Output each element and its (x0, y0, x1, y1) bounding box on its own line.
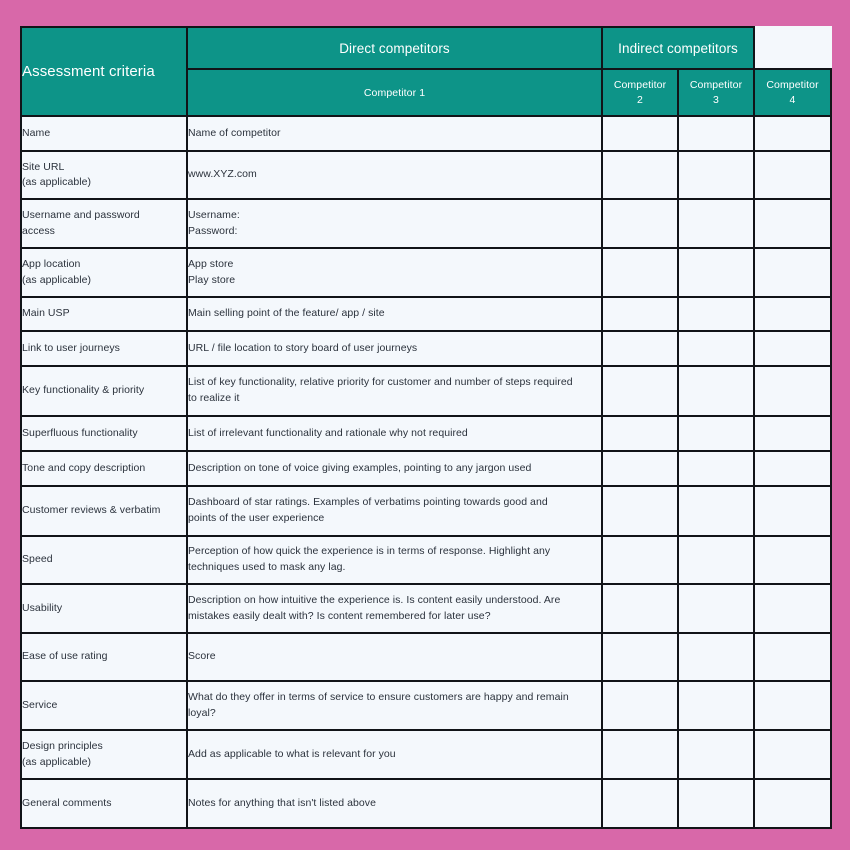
criteria-cell-line1: Key functionality & priority (22, 384, 145, 397)
competitor-1-cell-line1: Notes for anything that isn't listed above (188, 796, 376, 809)
criteria-cell-line2: (as applicable) (22, 176, 92, 188)
criteria-cell-line1: Ease of use rating (22, 650, 108, 663)
table-row (21, 779, 831, 828)
competitor-1-cell[interactable] (187, 584, 602, 633)
criteria-cell (21, 633, 187, 681)
criteria-cell-line2: access (22, 224, 55, 237)
header-group-indirect-competitors: Indirect competitors (602, 27, 754, 69)
competitor-1-cell-line1: Dashboard of star ratings. Examples of verbatims pointing towards good and (188, 496, 548, 509)
competitor-3-cell[interactable] (678, 366, 754, 416)
criteria-cell-line1: Link to user journeys (22, 341, 120, 354)
table-row (21, 116, 831, 151)
table-row (21, 486, 831, 536)
competitor-2-cell[interactable] (602, 779, 678, 828)
criteria-cell-line1: Site URL (22, 160, 65, 173)
competitor-3-cell[interactable] (678, 451, 754, 486)
competitor-2-cell[interactable] (602, 681, 678, 730)
competitor-4-cell[interactable] (754, 584, 831, 633)
criteria-cell-line1: Service (22, 698, 58, 711)
header-column-competitor-3 (678, 69, 754, 116)
competitor-2-cell[interactable] (602, 151, 678, 199)
competitor-2-cell[interactable] (602, 584, 678, 633)
competitor-2-cell[interactable] (602, 199, 678, 248)
header-column-competitor-3-line2: 3 (713, 93, 719, 106)
competitor-3-cell[interactable] (678, 536, 754, 584)
header-column-competitor-1: Competitor 1 (187, 69, 602, 116)
table-header (21, 27, 831, 116)
competitor-4-cell[interactable] (754, 151, 831, 199)
criteria-cell-line1: Name (22, 126, 51, 139)
competitor-3-cell[interactable] (678, 199, 754, 248)
competitor-3-cell[interactable] (678, 151, 754, 199)
criteria-cell-line1: Design principles (22, 740, 103, 753)
header-assessment-criteria: Assessment criteria (21, 27, 187, 116)
competitor-2-cell[interactable] (602, 451, 678, 486)
criteria-cell-line1: Usability (22, 601, 63, 614)
competitor-2-cell[interactable] (602, 536, 678, 584)
competitor-4-cell[interactable] (754, 681, 831, 730)
table-row (21, 248, 831, 297)
criteria-cell-line1: Main USP (22, 307, 70, 320)
competitor-3-cell[interactable] (678, 584, 754, 633)
criteria-cell-line2: (as applicable) (22, 755, 92, 768)
competitor-1-cell-line2: points of the user experience (188, 512, 325, 524)
competitor-1-cell[interactable] (187, 779, 602, 828)
table-row (21, 331, 831, 366)
competitor-3-cell[interactable] (678, 779, 754, 828)
competitor-2-cell[interactable] (602, 331, 678, 366)
competitor-1-cell-line1: Description on tone of voice giving examples, pointing to any jargon used (188, 461, 532, 474)
competitor-1-cell[interactable] (187, 730, 602, 779)
criteria-cell (21, 151, 187, 199)
competitor-1-cell[interactable] (187, 297, 602, 331)
competitor-1-cell[interactable] (187, 331, 602, 366)
competitor-1-cell[interactable] (187, 248, 602, 297)
criteria-cell (21, 536, 187, 584)
criteria-cell (21, 248, 187, 297)
competitor-1-cell[interactable] (187, 151, 602, 199)
competitor-2-cell[interactable] (602, 116, 678, 151)
criteria-cell-line1: Customer reviews & verbatim (22, 504, 161, 517)
competitor-1-cell-line2: loyal? (188, 706, 216, 719)
competitor-assessment-table (20, 26, 832, 829)
competitor-1-cell-line1: Score (188, 650, 216, 663)
competitor-1-cell-line1: List of irrelevant functionality and rationale why not required (188, 426, 468, 439)
competitor-2-cell[interactable] (602, 633, 678, 681)
competitor-1-cell[interactable] (187, 199, 602, 248)
criteria-cell (21, 779, 187, 828)
table-row (21, 730, 831, 779)
table-row (21, 451, 831, 486)
table-row (21, 297, 831, 331)
competitor-1-cell[interactable] (187, 681, 602, 730)
competitor-1-cell-line1: Username: (188, 208, 240, 221)
competitor-1-cell-line1: What do they offer in terms of service to ensure customers are happy and remain (188, 690, 569, 703)
competitor-3-cell[interactable] (678, 681, 754, 730)
header-column-competitor-3-line1: Competitor (689, 79, 743, 92)
criteria-cell (21, 297, 187, 331)
competitor-4-cell[interactable] (754, 633, 831, 681)
criteria-cell (21, 681, 187, 730)
competitor-1-cell-line2: mistakes easily dealt with? Is content remembered for later use? (188, 609, 491, 622)
header-group-direct-competitors: Direct competitors (187, 27, 602, 69)
header-group-row (21, 27, 831, 69)
competitor-4-cell[interactable] (754, 486, 831, 536)
header-column-competitor-4-line1: Competitor (766, 79, 819, 92)
criteria-cell-line1: App location (22, 258, 81, 271)
criteria-cell-line1: General comments (22, 796, 112, 809)
criteria-cell-line1: Username and password (22, 209, 140, 222)
criteria-cell (21, 199, 187, 248)
table-row (21, 633, 831, 681)
competitor-4-cell[interactable] (754, 779, 831, 828)
table-row (21, 536, 831, 584)
criteria-cell (21, 584, 187, 633)
competitor-3-cell[interactable] (678, 116, 754, 151)
competitor-2-cell[interactable] (602, 297, 678, 331)
header-column-competitor-2-line1: Competitor (613, 79, 667, 92)
competitor-3-cell[interactable] (678, 633, 754, 681)
competitor-4-cell[interactable] (754, 536, 831, 584)
competitor-1-cell-line1: www.XYZ.com (188, 168, 257, 181)
criteria-cell-line1: Tone and copy description (22, 461, 146, 474)
header-column-competitor-4 (754, 69, 831, 116)
competitor-3-cell[interactable] (678, 416, 754, 451)
criteria-cell-line2: (as applicable) (22, 273, 92, 286)
competitor-1-cell[interactable] (187, 366, 602, 416)
competitor-4-cell[interactable] (754, 331, 831, 366)
criteria-cell (21, 366, 187, 416)
criteria-cell-line1: Speed (22, 553, 53, 566)
header-column-competitor-2 (602, 69, 678, 116)
competitor-1-cell[interactable] (187, 486, 602, 536)
competitor-1-cell-line1: App store (188, 257, 234, 270)
competitor-1-cell[interactable] (187, 633, 602, 681)
competitor-4-cell[interactable] (754, 248, 831, 297)
competitor-1-cell[interactable] (187, 451, 602, 486)
competitor-2-cell[interactable] (602, 730, 678, 779)
competitor-1-cell-line1: Main selling point of the feature/ app / site (188, 307, 385, 320)
competitor-3-cell[interactable] (678, 486, 754, 536)
competitor-3-cell[interactable] (678, 730, 754, 779)
competitor-1-cell[interactable] (187, 116, 602, 151)
competitor-1-cell-line1: Name of competitor (188, 126, 281, 139)
competitor-4-cell[interactable] (754, 416, 831, 451)
table-row (21, 416, 831, 451)
competitor-4-cell[interactable] (754, 199, 831, 248)
competitor-3-cell[interactable] (678, 297, 754, 331)
competitor-2-cell[interactable] (602, 486, 678, 536)
table-row (21, 366, 831, 416)
competitor-2-cell[interactable] (602, 366, 678, 416)
competitor-1-cell-line1: Add as applicable to what is relevant for you (188, 747, 396, 760)
table-row (21, 681, 831, 730)
competitor-4-cell[interactable] (754, 297, 831, 331)
competitor-4-cell[interactable] (754, 730, 831, 779)
competitor-3-cell[interactable] (678, 248, 754, 297)
criteria-cell (21, 116, 187, 151)
competitor-1-cell-line2: Play store (188, 273, 236, 286)
criteria-cell (21, 451, 187, 486)
competitor-1-cell-line1: List of key functionality, relative priority for customer and number of steps required (188, 376, 573, 389)
table-row (21, 584, 831, 633)
competitor-1-cell-line1: Description on how intuitive the experience is. Is content easily understood. Are (188, 593, 561, 606)
criteria-cell (21, 486, 187, 536)
competitor-1-cell-line2: to realize it (188, 392, 240, 404)
competitor-1-cell[interactable] (187, 416, 602, 451)
competitor-1-cell[interactable] (187, 536, 602, 584)
table-row (21, 151, 831, 199)
criteria-cell (21, 416, 187, 451)
competitor-2-cell[interactable] (602, 416, 678, 451)
criteria-cell (21, 331, 187, 366)
competitor-4-cell[interactable] (754, 116, 831, 151)
criteria-cell-line1: Superfluous functionality (22, 426, 138, 439)
competitor-4-cell[interactable] (754, 451, 831, 486)
competitor-1-cell-line1: Perception of how quick the experience is in terms of response. Highlight any (188, 545, 551, 558)
header-column-competitor-4-line2: 4 (789, 93, 796, 106)
table-row (21, 199, 831, 248)
table-body (21, 116, 831, 828)
competitor-2-cell[interactable] (602, 248, 678, 297)
competitor-1-cell-line1: URL / file location to story board of user journeys (188, 341, 418, 354)
competitor-1-cell-line2: techniques used to mask any lag. (188, 561, 346, 573)
competitor-1-cell-line2: Password: (188, 224, 238, 237)
competitor-4-cell[interactable] (754, 366, 831, 416)
criteria-cell (21, 730, 187, 779)
competitor-3-cell[interactable] (678, 331, 754, 366)
header-column-competitor-2-line2: 2 (637, 93, 643, 106)
